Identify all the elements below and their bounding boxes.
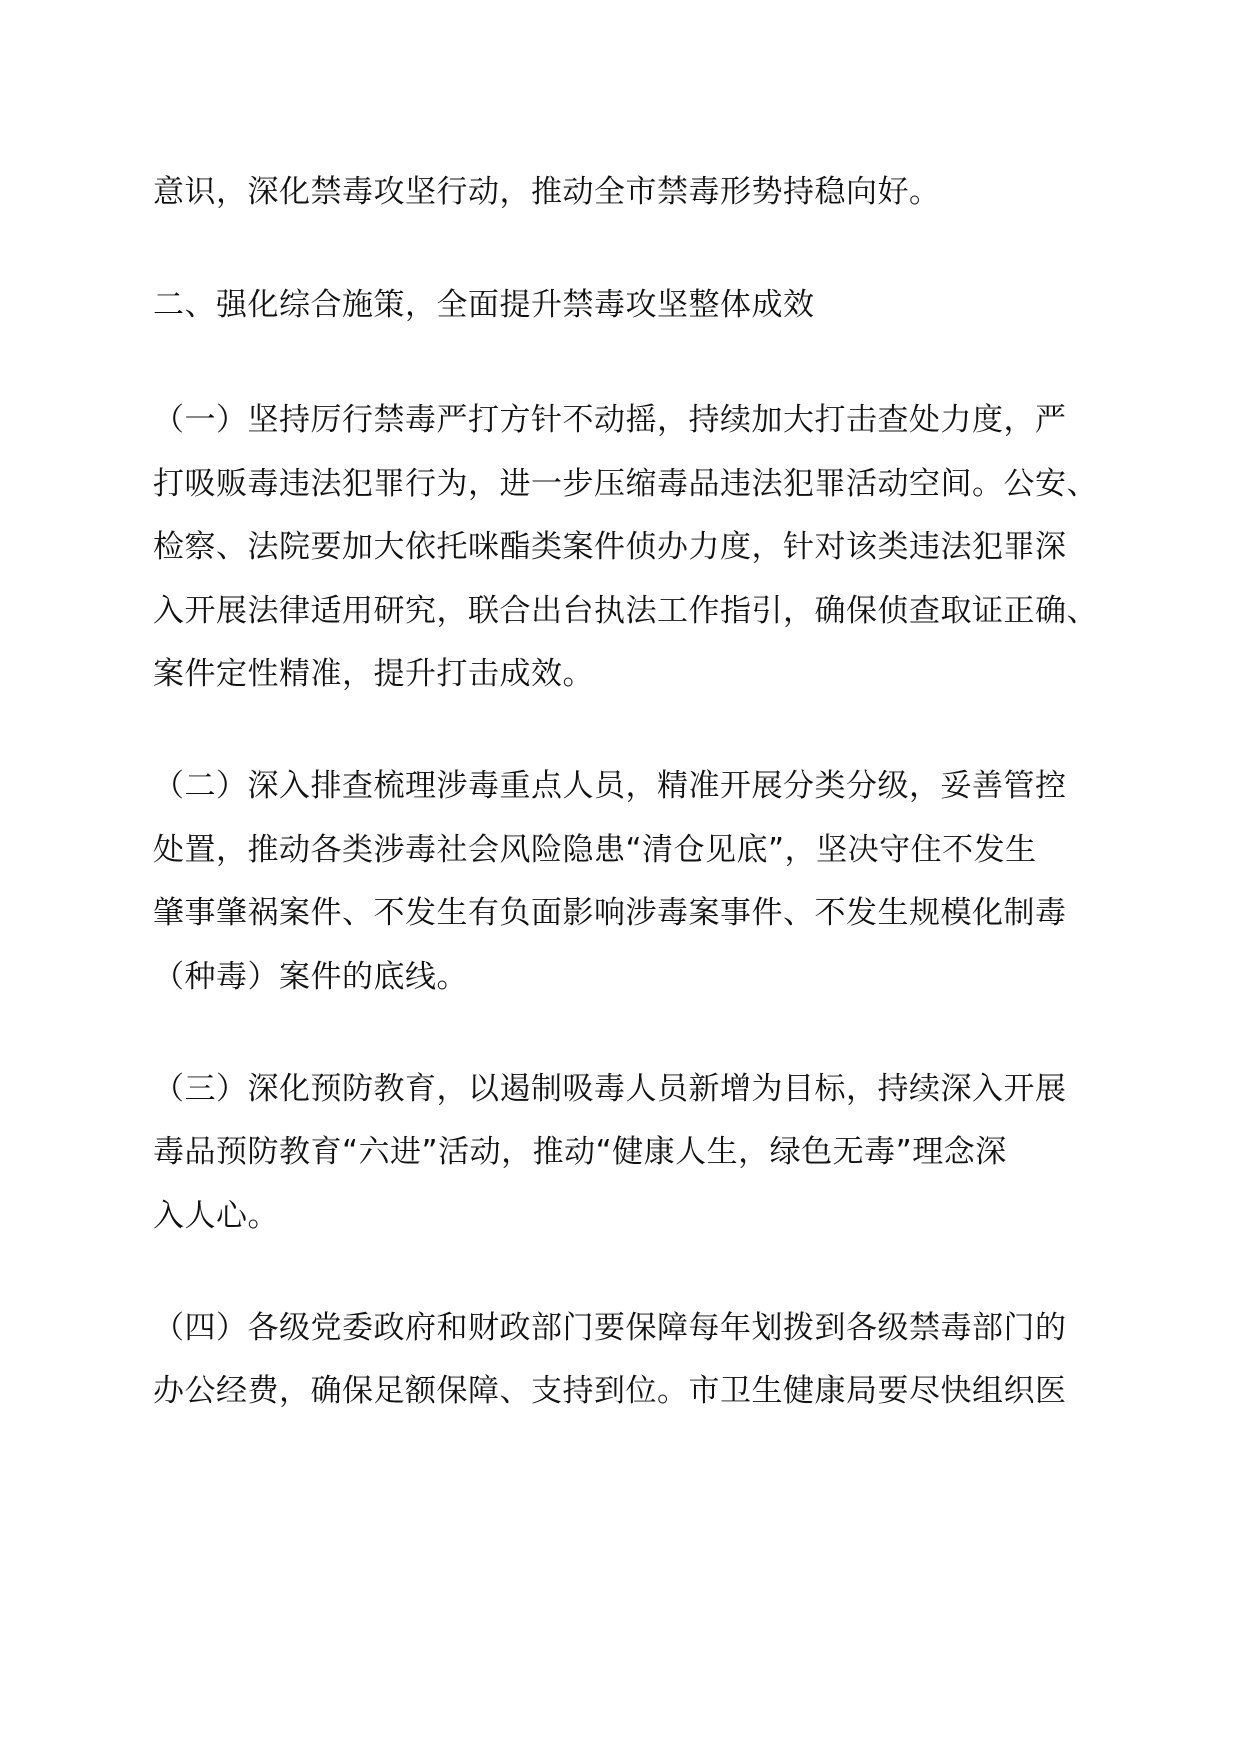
paragraph-line: 入人心。	[153, 1198, 279, 1234]
section-heading: 二、强化综合施策，全面提升禁毒攻坚整体成效	[153, 287, 815, 323]
paragraph-line: 处置，推动各类涉毒社会风险隐患“清仓见底”，坚决守住不发生	[153, 832, 1037, 868]
paragraph-line: 办公经费，确保足额保障、支持到位。市卫生健康局要尽快组织医	[153, 1373, 1067, 1409]
paragraph-line: （二）深入排查梳理涉毒重点人员，精准开展分类分级，妥善管控	[153, 768, 1067, 804]
paragraph-line: 检察、法院要加大依托咪酯类案件侦办力度，针对该类违法犯罪深	[153, 529, 1067, 565]
paragraph-line: 毒品预防教育“六进”活动，推动“健康人生，绿色无毒”理念深	[153, 1134, 1007, 1170]
paragraph-line: （四）各级党委政府和财政部门要保障每年划拨到各级禁毒部门的	[153, 1310, 1067, 1346]
paragraph-line: 意识，深化禁毒攻坚行动，推动全市禁毒形势持稳向好。	[153, 174, 941, 210]
paragraph-line: 肇事肇祸案件、不发生有负面影响涉毒案事件、不发生规模化制毒	[153, 895, 1067, 931]
paragraph-line: 入开展法律适用研究，联合出台执法工作指引，确保侦查取证正确、	[153, 593, 1098, 629]
paragraph-line: 打吸贩毒违法犯罪行为，进一步压缩毒品违法犯罪活动空间。公安、	[153, 466, 1098, 502]
paragraph-line: （一）坚持厉行禁毒严打方针不动摇，持续加大打击查处力度，严	[153, 402, 1067, 438]
paragraph-line: （三）深化预防教育，以遏制吸毒人员新增为目标，持续深入开展	[153, 1071, 1067, 1107]
paragraph-line: （种毒）案件的底线。	[153, 959, 468, 995]
paragraph-line: 案件定性精准，提升打击成效。	[153, 656, 594, 692]
